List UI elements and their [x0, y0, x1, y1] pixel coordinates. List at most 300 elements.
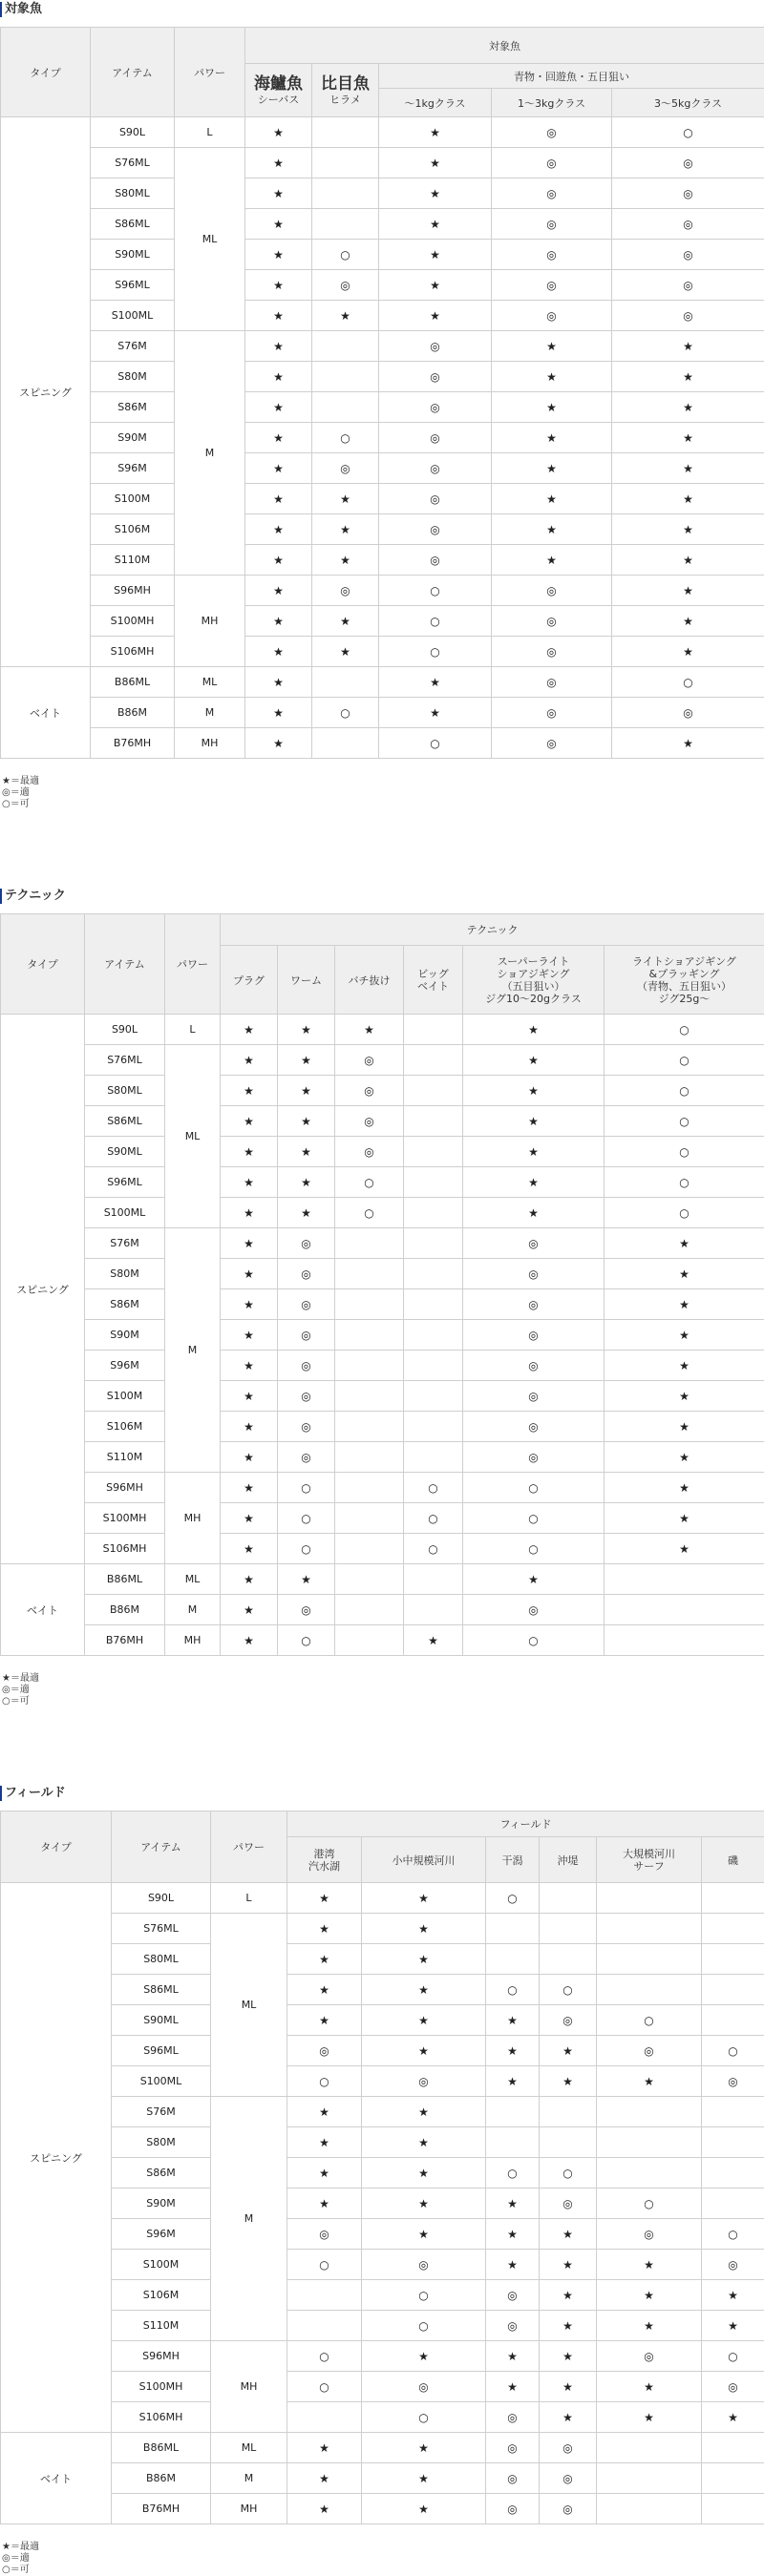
table-row — [1, 1412, 764, 1442]
item-cell: B76MH — [112, 2494, 211, 2524]
rating-cell — [702, 2097, 764, 2127]
item-cell: S76ML — [112, 1914, 211, 1944]
rating-cell — [605, 1564, 764, 1595]
rating-cell: ★ — [612, 331, 764, 362]
rating-cell — [702, 2158, 764, 2189]
rating-cell — [597, 2127, 702, 2158]
rating-cell: ★ — [278, 1076, 335, 1106]
rating-cell: ★ — [312, 545, 379, 576]
header-harbor: 港湾 汽水湖 — [287, 1837, 362, 1883]
rating-cell: ○ — [540, 1975, 597, 2005]
rating-cell: ★ — [221, 1076, 278, 1106]
power-cell: L — [165, 1015, 221, 1045]
rating-cell: ★ — [540, 2311, 597, 2341]
header-class-1kg: 〜1kgクラス — [379, 89, 492, 117]
rating-cell: ◎ — [463, 1320, 605, 1351]
item-cell: S106M — [85, 1412, 165, 1442]
table-row — [1, 1473, 764, 1503]
rating-cell: ★ — [463, 1167, 605, 1198]
rating-cell: ◎ — [597, 2219, 702, 2250]
rating-cell: ★ — [362, 2219, 486, 2250]
rating-cell: ★ — [287, 2005, 362, 2036]
legend-ok: ○＝可 — [2, 2565, 764, 2576]
header-breakwater: 沖堤 — [540, 1837, 597, 1883]
rating-cell: ◎ — [463, 1442, 605, 1473]
rating-cell: ★ — [486, 2066, 540, 2097]
item-cell: S76M — [85, 1228, 165, 1259]
item-cell: S96MH — [112, 2341, 211, 2372]
table-row — [1, 1259, 764, 1289]
rating-cell: ◎ — [702, 2066, 764, 2097]
table-row — [1, 698, 764, 728]
power-cell: M — [165, 1228, 221, 1473]
header-class-3kg: 1〜3kgクラス — [492, 89, 612, 117]
rating-cell: ★ — [612, 423, 764, 453]
rating-cell: ★ — [492, 514, 612, 545]
table-row — [1, 1351, 764, 1381]
rating-cell: ★ — [362, 2127, 486, 2158]
rating-cell: ◎ — [379, 331, 492, 362]
rating-cell: ○ — [540, 2158, 597, 2189]
rating-cell — [597, 1975, 702, 2005]
rating-cell — [335, 1473, 404, 1503]
rating-cell — [335, 1259, 404, 1289]
power-cell: L — [211, 1883, 287, 1914]
table-row — [1, 728, 764, 759]
legend-good: ◎＝適 — [2, 787, 764, 799]
rating-cell: ★ — [245, 331, 312, 362]
header-group: テクニック — [221, 914, 764, 946]
rating-cell — [404, 1320, 463, 1351]
rating-cell: ★ — [312, 606, 379, 637]
header-power: パワー — [165, 914, 221, 1015]
rating-cell: ★ — [245, 484, 312, 514]
rating-cell: ★ — [245, 148, 312, 178]
rating-cell: ★ — [278, 1564, 335, 1595]
table-row — [1, 209, 764, 240]
table-row — [1, 1625, 764, 1656]
rating-cell: ◎ — [379, 453, 492, 484]
rating-cell: ◎ — [540, 2005, 597, 2036]
section-title: フィールド — [0, 1784, 764, 1803]
rating-cell: ○ — [605, 1045, 764, 1076]
section-field — [0, 1784, 764, 2576]
rating-cell — [597, 2097, 702, 2127]
header-worm: ワーム — [278, 946, 335, 1015]
rating-cell — [486, 2097, 540, 2127]
rating-cell: ★ — [287, 2463, 362, 2494]
type-cell: ベイト — [1, 2433, 112, 2524]
rating-cell: ★ — [221, 1289, 278, 1320]
header-group: フィールド — [287, 1812, 764, 1837]
rating-cell: ○ — [702, 2219, 764, 2250]
rating-cell — [404, 1351, 463, 1381]
table-row — [1, 1883, 764, 1914]
rating-cell: ★ — [221, 1564, 278, 1595]
item-cell: S90L — [91, 117, 175, 148]
table-row — [1, 331, 764, 362]
rating-cell: ◎ — [463, 1351, 605, 1381]
rating-cell: ○ — [379, 606, 492, 637]
rating-cell — [335, 1351, 404, 1381]
rating-cell: ★ — [597, 2280, 702, 2311]
rating-cell — [312, 728, 379, 759]
rating-cell: ★ — [379, 209, 492, 240]
rating-cell: ○ — [312, 240, 379, 270]
item-cell: S90M — [85, 1320, 165, 1351]
rating-cell — [335, 1564, 404, 1595]
rating-cell: ★ — [605, 1320, 764, 1351]
rating-cell — [312, 667, 379, 698]
table-row — [1, 148, 764, 178]
item-cell: B86ML — [112, 2433, 211, 2463]
power-cell: MH — [175, 728, 245, 759]
rating-cell: ○ — [463, 1473, 605, 1503]
rating-cell: ◎ — [492, 606, 612, 637]
item-cell: S80M — [85, 1259, 165, 1289]
rating-cell: ★ — [540, 2036, 597, 2066]
rating-cell: ★ — [287, 1883, 362, 1914]
rating-cell: ★ — [221, 1473, 278, 1503]
rating-cell: ★ — [612, 637, 764, 667]
rating-cell — [335, 1442, 404, 1473]
table-row — [1, 2341, 764, 2372]
rating-cell: ○ — [278, 1503, 335, 1534]
rating-cell: ★ — [540, 2341, 597, 2372]
rating-cell: ○ — [287, 2341, 362, 2372]
rating-cell — [597, 2158, 702, 2189]
rating-cell: ★ — [278, 1167, 335, 1198]
rating-cell — [486, 1914, 540, 1944]
table-row — [1, 1106, 764, 1137]
item-cell: S100MH — [91, 606, 175, 637]
table-row — [1, 1503, 764, 1534]
rating-cell: ★ — [605, 1289, 764, 1320]
rating-cell — [597, 2494, 702, 2524]
rating-cell: ◎ — [335, 1137, 404, 1167]
legend-ok: ○＝可 — [2, 799, 764, 810]
rating-cell — [702, 1883, 764, 1914]
power-cell: L — [175, 117, 245, 148]
table-row — [1, 301, 764, 331]
header-power: パワー — [175, 28, 245, 117]
rating-cell: ◎ — [702, 2250, 764, 2280]
header-flatfish — [312, 64, 379, 117]
rating-cell: ★ — [221, 1595, 278, 1625]
rating-cell: ★ — [492, 331, 612, 362]
rating-cell: ◎ — [463, 1381, 605, 1412]
rating-cell — [312, 209, 379, 240]
rating-cell: ◎ — [492, 667, 612, 698]
rating-cell — [605, 1625, 764, 1656]
item-cell: S96MH — [85, 1473, 165, 1503]
rating-cell — [404, 1412, 463, 1442]
item-cell: S86ML — [91, 209, 175, 240]
table-row — [1, 1914, 764, 1944]
rating-cell: ★ — [221, 1625, 278, 1656]
rating-cell: ◎ — [540, 2494, 597, 2524]
rating-cell: ◎ — [278, 1228, 335, 1259]
rating-cell: ★ — [492, 362, 612, 392]
item-cell: S90L — [85, 1015, 165, 1045]
rating-cell: ★ — [463, 1564, 605, 1595]
rating-cell: ◎ — [463, 1412, 605, 1442]
table-row — [1, 1137, 764, 1167]
rating-cell: ○ — [362, 2280, 486, 2311]
rating-cell: ◎ — [278, 1259, 335, 1289]
rating-cell: ★ — [245, 606, 312, 637]
rating-cell: ★ — [379, 148, 492, 178]
rating-cell: ★ — [245, 117, 312, 148]
rating-cell: ★ — [463, 1015, 605, 1045]
rating-cell: ◎ — [702, 2372, 764, 2402]
rating-cell: ◎ — [362, 2250, 486, 2280]
rating-cell: ◎ — [486, 2402, 540, 2433]
rating-cell: ★ — [221, 1015, 278, 1045]
rating-cell: ★ — [463, 1106, 605, 1137]
rating-cell — [702, 2189, 764, 2219]
item-cell: S100ML — [112, 2066, 211, 2097]
rating-cell: ★ — [245, 392, 312, 423]
rating-cell — [597, 1914, 702, 1944]
table-row — [1, 1167, 764, 1198]
rating-cell — [540, 1914, 597, 1944]
table-row — [1, 2402, 764, 2433]
rating-cell — [335, 1412, 404, 1442]
header-group: 対象魚 — [245, 28, 764, 64]
rating-cell: ★ — [221, 1198, 278, 1228]
rating-cell: ★ — [379, 667, 492, 698]
rating-cell: ○ — [463, 1503, 605, 1534]
rating-cell — [335, 1534, 404, 1564]
rating-cell: ★ — [362, 2341, 486, 2372]
rating-cell: ★ — [612, 514, 764, 545]
item-cell: S96M — [85, 1351, 165, 1381]
item-cell: S100MH — [85, 1503, 165, 1534]
rating-cell: ★ — [486, 2036, 540, 2066]
rating-cell: ★ — [287, 2127, 362, 2158]
table-body — [1, 117, 764, 759]
rating-cell: ★ — [221, 1259, 278, 1289]
rating-cell: ★ — [245, 576, 312, 606]
item-cell: S110M — [85, 1442, 165, 1473]
header-tidal-flat: 干潟 — [486, 1837, 540, 1883]
rating-cell: ◎ — [492, 148, 612, 178]
rating-cell — [312, 331, 379, 362]
rating-cell — [404, 1381, 463, 1412]
table-row — [1, 1534, 764, 1564]
header-power: パワー — [211, 1812, 287, 1883]
rating-cell — [335, 1381, 404, 1412]
table-row — [1, 2097, 764, 2127]
table-row — [1, 514, 764, 545]
power-cell: ML — [211, 1914, 287, 2097]
rating-cell — [404, 1076, 463, 1106]
rating-cell — [404, 1259, 463, 1289]
rating-cell — [486, 1944, 540, 1975]
legend-best: ★＝最適 — [2, 2542, 764, 2553]
rating-cell — [312, 117, 379, 148]
table-row — [1, 2311, 764, 2341]
rating-cell: ◎ — [492, 270, 612, 301]
header-plug: プラグ — [221, 946, 278, 1015]
power-cell: MH — [175, 576, 245, 667]
rating-cell: ◎ — [312, 576, 379, 606]
rating-cell — [404, 1564, 463, 1595]
section-technique — [0, 887, 764, 1707]
item-cell: S106M — [112, 2280, 211, 2311]
rating-cell: ◎ — [379, 484, 492, 514]
rating-cell — [540, 1883, 597, 1914]
rating-cell: ○ — [379, 576, 492, 606]
rating-cell: ◎ — [612, 148, 764, 178]
header-seabass — [245, 64, 312, 117]
table-row — [1, 2250, 764, 2280]
rating-cell: ★ — [605, 1381, 764, 1412]
rating-cell — [597, 1883, 702, 1914]
item-cell: S90ML — [85, 1137, 165, 1167]
item-cell: S106MH — [112, 2402, 211, 2433]
rating-cell — [312, 392, 379, 423]
rating-cell: ★ — [540, 2250, 597, 2280]
table-row — [1, 1944, 764, 1975]
rating-cell: ★ — [612, 606, 764, 637]
item-cell: S96M — [112, 2219, 211, 2250]
rating-cell: ○ — [362, 2311, 486, 2341]
power-cell: MH — [165, 1625, 221, 1656]
rating-cell: ★ — [702, 2402, 764, 2433]
rating-cell — [540, 2127, 597, 2158]
legend-ok: ○＝可 — [2, 1696, 764, 1707]
table-row — [1, 2127, 764, 2158]
item-cell: S76M — [112, 2097, 211, 2127]
header-flatfish-big: 比目魚 — [314, 74, 376, 94]
rating-cell: ★ — [245, 728, 312, 759]
rating-cell — [540, 1944, 597, 1975]
rating-cell: ★ — [287, 1975, 362, 2005]
rating-cell — [335, 1228, 404, 1259]
rating-cell: ★ — [362, 1883, 486, 1914]
rating-cell: ★ — [221, 1228, 278, 1259]
rating-cell: ○ — [605, 1106, 764, 1137]
type-cell: スピニング — [1, 1883, 112, 2433]
rating-cell: ★ — [221, 1320, 278, 1351]
header-super-light-shore-jigging: スーパーライト ショアジギング （五目狙い） ジグ10〜20gクラス — [463, 946, 605, 1015]
table-row — [1, 423, 764, 453]
rating-cell: ★ — [278, 1198, 335, 1228]
rating-cell — [702, 2127, 764, 2158]
rating-cell — [404, 1167, 463, 1198]
power-cell: MH — [211, 2341, 287, 2433]
rating-cell: ◎ — [612, 178, 764, 209]
legend-good: ◎＝適 — [2, 2553, 764, 2565]
rating-cell: ★ — [540, 2372, 597, 2402]
table-row — [1, 2066, 764, 2097]
legend-best: ★＝最適 — [2, 1673, 764, 1685]
rating-cell: ○ — [379, 637, 492, 667]
power-cell: ML — [165, 1045, 221, 1228]
rating-cell: ◎ — [278, 1351, 335, 1381]
rating-cell: ★ — [597, 2402, 702, 2433]
rating-cell: ○ — [605, 1198, 764, 1228]
table-row — [1, 2219, 764, 2250]
rating-cell: ★ — [278, 1045, 335, 1076]
item-cell: B86M — [112, 2463, 211, 2494]
header-seabass-big: 海鱸魚 — [247, 74, 309, 94]
header-type: タイプ — [1, 1812, 112, 1883]
rating-cell — [404, 1045, 463, 1076]
rating-cell: ★ — [362, 2433, 486, 2463]
rating-cell: ◎ — [379, 545, 492, 576]
rating-cell: ★ — [245, 270, 312, 301]
rating-cell: ★ — [362, 1914, 486, 1944]
rating-cell: ★ — [362, 1975, 486, 2005]
rating-cell: ★ — [221, 1442, 278, 1473]
header-type: タイプ — [1, 28, 91, 117]
rating-cell: ◎ — [597, 2036, 702, 2066]
table-row — [1, 392, 764, 423]
rating-cell: ○ — [612, 117, 764, 148]
header-light-shore-jigging: ライトショアジギング &プラッギング （青物、五目狙い） ジグ25g〜 — [605, 946, 764, 1015]
rating-cell: ◎ — [492, 698, 612, 728]
rating-cell — [486, 2127, 540, 2158]
item-cell: S100MH — [112, 2372, 211, 2402]
rating-cell — [335, 1625, 404, 1656]
rating-cell: ◎ — [278, 1320, 335, 1351]
item-cell: S106MH — [85, 1534, 165, 1564]
rating-cell: ○ — [486, 2158, 540, 2189]
rating-cell — [702, 1975, 764, 2005]
rating-cell: ◎ — [463, 1259, 605, 1289]
rating-cell: ◎ — [540, 2433, 597, 2463]
rating-cell — [312, 148, 379, 178]
rating-cell: ◎ — [492, 301, 612, 331]
rating-cell: ★ — [540, 2280, 597, 2311]
rating-cell: ★ — [312, 301, 379, 331]
rating-cell: ○ — [312, 423, 379, 453]
technique-table — [0, 913, 764, 1656]
rating-cell: ★ — [612, 392, 764, 423]
header-item: アイテム — [91, 28, 175, 117]
rating-cell — [287, 2402, 362, 2433]
item-cell: S90L — [112, 1883, 211, 1914]
rating-cell: ★ — [287, 2097, 362, 2127]
item-cell: S80M — [91, 362, 175, 392]
item-cell: S80ML — [112, 1944, 211, 1975]
rating-cell: ★ — [221, 1503, 278, 1534]
rating-cell: ★ — [605, 1534, 764, 1564]
item-cell: S96MH — [91, 576, 175, 606]
rating-cell: ◎ — [362, 2372, 486, 2402]
rating-cell: ★ — [362, 2158, 486, 2189]
table-row — [1, 2372, 764, 2402]
rating-cell: ★ — [245, 545, 312, 576]
target-fish-table — [0, 27, 764, 759]
header-type: タイプ — [1, 914, 85, 1015]
item-cell: S110M — [91, 545, 175, 576]
rating-cell: ◎ — [278, 1442, 335, 1473]
rating-cell: ★ — [221, 1412, 278, 1442]
rating-cell: ★ — [612, 545, 764, 576]
rating-cell: ★ — [245, 178, 312, 209]
rating-cell — [597, 2463, 702, 2494]
power-cell: M — [175, 331, 245, 576]
rating-cell: ★ — [486, 2189, 540, 2219]
section-title: 対象魚 — [0, 0, 764, 19]
header-item: アイテム — [85, 914, 165, 1015]
legend-best: ★＝最適 — [2, 776, 764, 787]
type-cell: ベイト — [1, 1564, 85, 1656]
